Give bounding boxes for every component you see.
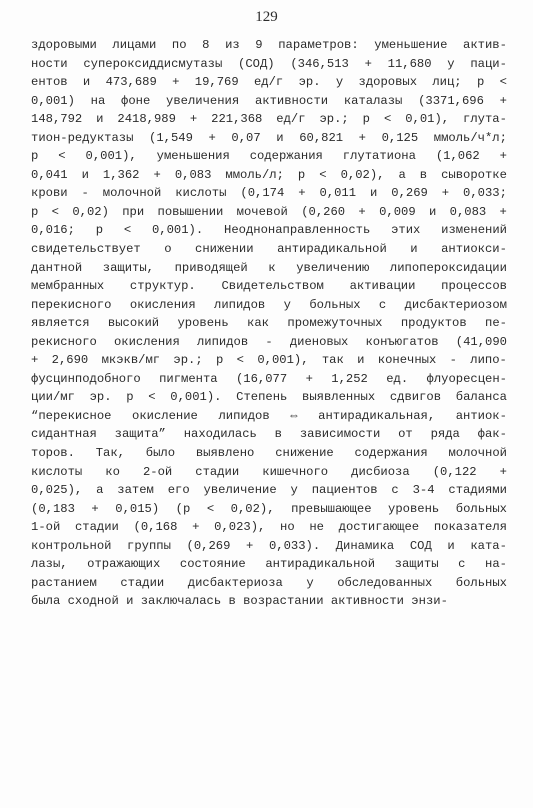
text-line: кислоты ко 2-ой стадии кишечного дисбиоза (0,122 + (31, 464, 507, 479)
text-line: была сходной и заключалась в возрастании активности энзи- (31, 594, 448, 609)
text-line: ции/мг эр. р < 0,001). Степень выявленных сдвигов баланса (31, 390, 507, 405)
text-line: 0,025), а затем его увеличение у пациентов с 3-4 стадиями (31, 483, 507, 498)
page-number: 129 (255, 9, 278, 25)
text-line: (0,183 + 0,015) (р < 0,02), превышающее уровень больных (31, 501, 507, 516)
text-line: мембранных структур. Свидетельством активации процессов (31, 279, 507, 294)
text-line: тион-редуктазы (1,549 + 0,07 и 60,821 + 0,125 ммоль/ч*л; (31, 130, 507, 145)
text-line: является высокий уровень как промежуточных продуктов пе- (31, 316, 507, 331)
text-line: ности супероксиддисмутазы (СОД) (346,513 + 11,680 у паци- (31, 56, 507, 71)
text-line: здоровыми лицами по 8 из 9 параметров: уменьшение актив- (31, 38, 507, 52)
text-line: р < 0,02) при повышении мочевой (0,260 + 0,009 и 0,083 + (31, 204, 507, 219)
text-line: 0,001) на фоне увеличения активности каталазы (3371,696 + (31, 93, 507, 108)
text-line: 0,041 и 1,362 + 0,083 ммоль/л; р < 0,02), а в сыворотке (31, 167, 507, 182)
body-paragraph (31, 36, 507, 611)
text-line: 148,792 и 2418,989 + 221,368 ед/г эр.; р < 0,01), глута- (31, 112, 507, 127)
text-line: торов. Так, было выявлено снижение содержания молочной (31, 446, 507, 461)
text-line: перекисного окисления липидов у больных с дисбактериозом (31, 297, 507, 312)
text-line: растанием стадии дисбактериоза у обследованных больных (31, 575, 507, 590)
text-line: свидетельствует о снижении антирадикальной и антиокси- (31, 242, 507, 257)
text-line: крови - молочной кислоты (0,174 + 0,011 и 0,269 + 0,033; (31, 186, 507, 201)
text-line: лазы, отражающих состояние антирадикальной защиты с на- (31, 557, 507, 572)
text-line: “перекисное окисление липидов ⇔ антирадикальная, антиок- (31, 408, 507, 423)
text-line: ентов и 473,689 + 19,769 ед/г эр. у здоровых лиц; р < (31, 75, 507, 90)
text-line: р < 0,001), уменьшения содержания глутатиона (1,062 + (31, 149, 507, 164)
text-line: 0,016; р < 0,001). Неоднонаправленность этих изменений (31, 223, 507, 238)
text-line: сидантная защита” находилась в зависимости от ряда фак- (31, 427, 507, 442)
text-line: рекисного окисления липидов - диеновых конъюгатов (41,090 (31, 334, 507, 349)
text-line: дантной защиты, приводящей к увеличению липопероксидации (31, 260, 507, 275)
text-line: контрольной группы (0,269 + 0,033). Динамика СОД и ката- (31, 538, 507, 553)
text-line: 1-ой стадии (0,168 + 0,023), но не достигающее показателя (31, 520, 507, 535)
text-line: + 2,690 мкэкв/мг эр.; р < 0,001), так и конечных - липо- (31, 353, 507, 368)
text-line: фусцинподобного пигмента (16,077 + 1,252 ед. флуоресцен- (31, 371, 507, 386)
